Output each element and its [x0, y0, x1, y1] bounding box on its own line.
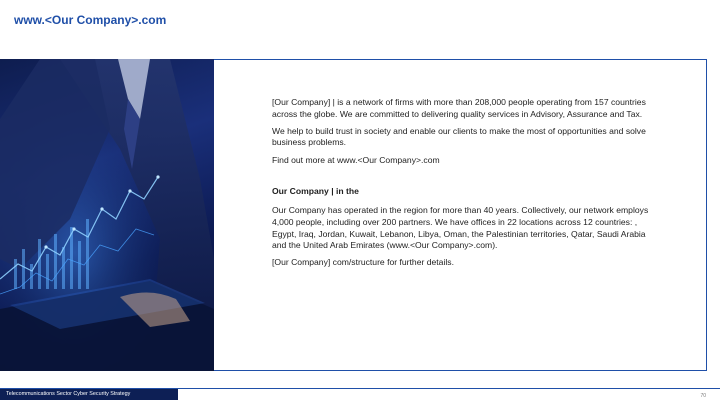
business-chart-illustration: [0, 59, 214, 371]
section-heading: Our Company | in the: [272, 185, 359, 196]
hero-image: [0, 59, 214, 371]
find-out-more: Find out more at www.<Our Company>.com: [272, 154, 440, 165]
structure-paragraph: [Our Company] com/structure for further details.: [272, 257, 454, 268]
page-number: 70: [700, 393, 706, 399]
intro-paragraph: [Our Company] | is a network of firms with more than 208,000 people operating from 157 countries across the globe. We are committed to delivering quality services in Advisory, Assurance and Tax.: [272, 97, 646, 119]
main-text: [272, 97, 652, 275]
footer-label: Telecommunications Sector Cyber Security Strategy: [0, 389, 178, 400]
region-paragraph: Our Company has operated in the region for more than 40 years. Collectively, our network employs 4,000 people, including over 200 partners. We have offices in 22 locations across 12 countries: , Egypt, Iraq, Jordan, Kuwait, Lebanon, Libya, Oman, the Palestinian territories, Qatar, Saudi Arabia and the United Arab Emirates (www.<Our Company>.com).: [272, 205, 649, 251]
trust-paragraph: We help to build trust in society and enable our clients to make the most of opportunities and solve business problems.: [272, 125, 646, 148]
site-title: www.<Our Company>.com: [14, 13, 167, 27]
